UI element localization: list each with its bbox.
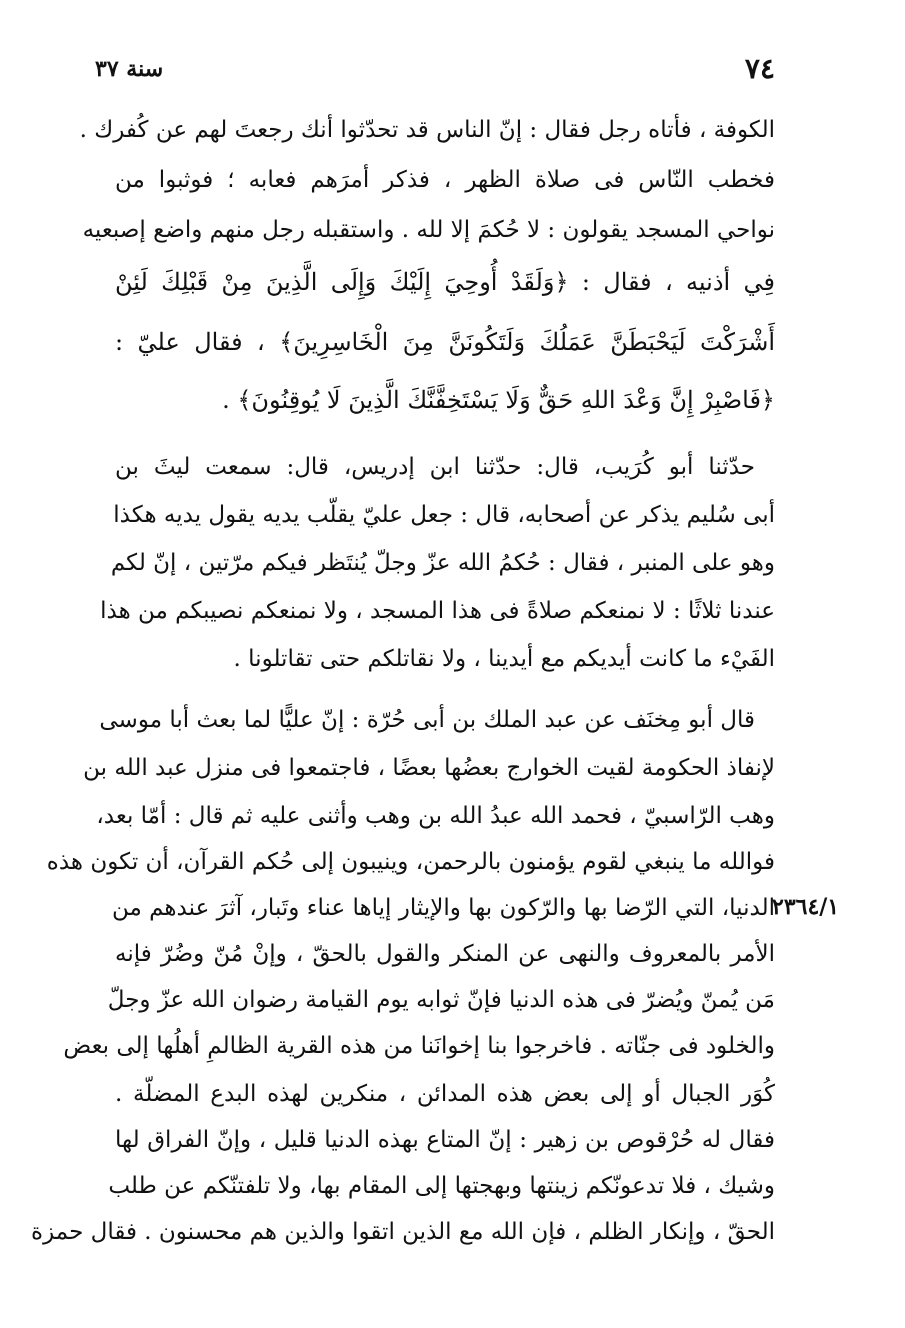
text-line: مَن يُمنّ ويُضرّ فى هذه الدنيا فإنّ ثوابه يوم القيامة رضوان الله عزّ وجلّ [107,987,775,1013]
text-line: وشيك ، فلا تدعونّكم زينتها وبهجتها إلى المقام بها، ولا تلفتنّكم عن طلب [108,1173,775,1199]
text-line: لإنفاذ الحكومة لقيت الخوارج بعضُها بعضًا ، فاجتمعوا فى منزل عبد الله بن [83,755,775,781]
text-line: عندنا ثلاثًا : لا نمنعكم صلاةً فى هذا المسجد ، ولا نمنعكم نصيبكم من هذا [100,598,775,624]
text-line: كُوَر الجبال أو إلى بعض هذه المدائن ، منكرين لهذه البدع المضلّة . [115,1081,775,1107]
page-header [95,52,775,92]
text-line: أبى سُليم يذكر عن أصحابه، قال : جعل عليّ يقلّب يديه يقول يديه هكذا [113,502,775,528]
text-line: فخطب النّاس فى صلاة الظهر ، فذكر أمرَهم فعابه ؛ فوثبوا من [115,167,775,193]
running-head: سنة ٣٧ [95,56,164,82]
text-line: فوالله ما ينبغي لقوم يؤمنون بالرحمن، وينيبون إلى حُكم القرآن، أن تكون هذه [46,849,775,875]
text-line: نواحي المسجد يقولون : لا حُكمَ إلا لله . واستقبله رجل منهم واضع إصبعيه [82,217,775,243]
text-line: حدّثنا أبو كُرَيب، قال: حدّثنا ابن إدريس، قال: سمعت ليثَ بن [115,454,755,480]
text-line: الأمر بالمعروف والنهى عن المنكر والقول بالحقّ ، وإنْ مُنّ وضُرّ فإنه [115,941,775,967]
page-number: ٧٤ [744,52,775,85]
text-line: وهو على المنبر ، فقال : حُكمُ الله عزّ وجلّ يُنتَظر فيكم مرّتين ، إنّ لكم [110,550,775,576]
text-line: الكوفة ، فأتاه رجل فقال : إنّ الناس قد تحدّثوا أنك رجعتَ لهم عن كُفرك . [79,117,775,143]
text-line: والخلود فى جنّاته . فاخرجوا بنا إخوانَنا من هذه القرية الظالمِ أهلُها إلى بعض [63,1033,775,1059]
text-line: وهب الرّاسبيّ ، فحمد الله عبدُ الله بن وهب وأثنى عليه ثم قال : أمّا بعد، [96,803,775,829]
text-line: ﴿فَاصْبِرْ إِنَّ وَعْدَ اللهِ حَقٌّ وَلَا يَسْتَخِفَّنَّكَ الَّذِينَ لَا يُوقِنُونَ﴾ . [222,386,775,414]
margin-reference-number: ٢٣٦٤/١ [772,894,840,920]
text-line: قال أبو مِخنَف عن عبد الملك بن أبى حُرّة : إنّ عليًّا لما بعث أبا موسى [99,707,755,733]
text-line: الدنيا، التي الرّضا بها والرّكون بها والإيثار إياها عناء وتَبار، آثرَ عندهم من [111,895,775,921]
text-line: الحقّ ، وإنكار الظلم ، فإن الله مع الذين اتقوا والذين هم محسنون . فقال حمزة [31,1219,775,1245]
text-line: أَشْرَكْتَ لَيَحْبَطَنَّ عَمَلُكَ وَلَتَكُونَنَّ مِنَ الْخَاسِرِينَ﴾ ، فقال عليّ : [115,328,775,356]
text-line: فِي أذنيه ، فقال : ﴿وَلَقَدْ أُوحِيَ إِلَيْكَ وَإِلَى الَّذِينَ مِنْ قَبْلِكَ لَئِنْ [115,268,775,296]
text-line: فقال له حُرْقوص بن زهير : إنّ المتاع بهذه الدنيا قليل ، وإنّ الفراق لها [115,1127,775,1153]
text-line: الفَيْء ما كانت أيديكم مع أيدينا ، ولا نقاتلكم حتى تقاتلونا . [233,646,775,672]
